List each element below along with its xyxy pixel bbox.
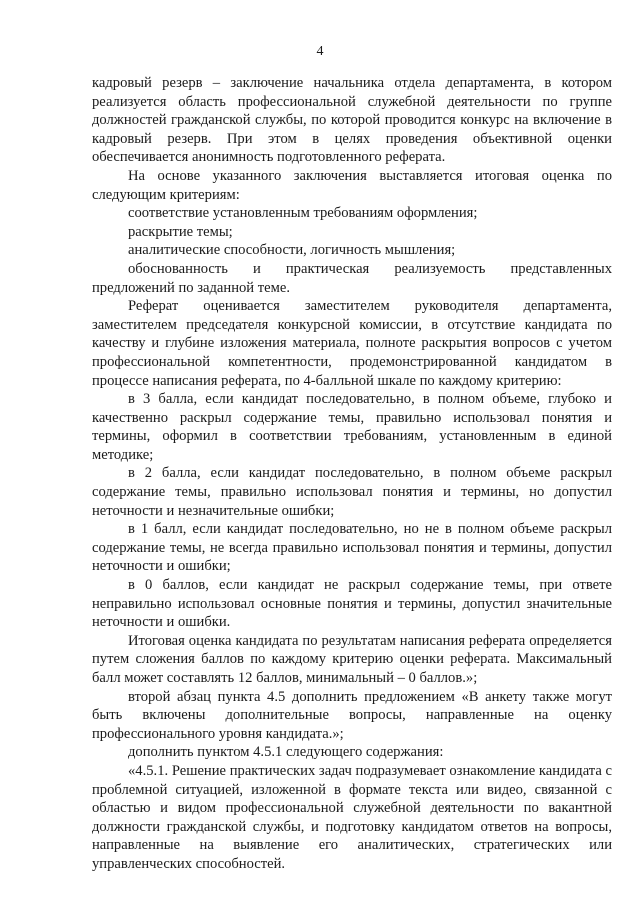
document-body [92, 74, 612, 874]
criteria-item: соответствие установленным требованиям оформления; [128, 205, 478, 222]
score-item: в 3 балла, если кандидат последовательно, в полном объеме, глубоко и качественно раскрыл содержание темы, правильно использовал понятия и термины, оформил в соответствии требованиям, установленным в единой методике; [92, 391, 612, 463]
paragraph: дополнить пунктом 4.5.1 следующего содержания: [128, 744, 444, 761]
criteria-item: обоснованность и практическая реализуемость представленных предложений по заданной теме. [92, 260, 612, 296]
paragraph: Реферат оценивается заместителем руководителя департамента, заместителем председателя конкурсной комиссии, в отсутствие кандидата по качеству и глубине изложения материала, полноте раскрытия вопросов с учетом профессиональной компетентности, продемонстрированной кандидатом в процессе написания реферата, по 4-балльной шкале по каждому критерию: [92, 298, 612, 389]
page-number: 4 [316, 44, 324, 59]
paragraph: Итоговая оценка кандидата по результатам написания реферата определяется путем сложения баллов по каждому критерию оценки реферата. Максимальный балл может составлять 12 баллов, минимальный – 0 баллов.»; [92, 632, 612, 686]
score-item: в 1 балл, если кандидат последовательно, но не в полном объеме раскрыл содержание темы, не всегда правильно использовал понятия и термины, допустил неточности и ошибки; [92, 521, 612, 575]
paragraph: На основе указанного заключения выставляется итоговая оценка по следующим критериям: [92, 167, 612, 203]
score-item: в 0 баллов, если кандидат не раскрыл содержание темы, при ответе неправильно использовал основные понятия и термины, допустил значительные неточности и ошибки. [92, 577, 612, 631]
score-item: в 2 балла, если кандидат последовательно, в полном объеме раскрыл содержание темы, правильно использовал понятия и термины, но допустил неточности и незначительные ошибки; [92, 465, 612, 519]
criteria-item: аналитические способности, логичность мышления; [128, 242, 456, 259]
criteria-item: раскрытие темы; [128, 223, 233, 240]
paragraph: «4.5.1. Решение практических задач подразумевает ознакомление кандидата с проблемной ситуацией, изложенной в формате текста или видео, связанной с областью и видом профессиональной служебной деятельности по вакантной должности гражданской службы, и подготовку кандидатом ответов на вопросы, направленные на выявление его аналитических, стратегических или управленческих способностей. [92, 762, 612, 872]
paragraph: кадровый резерв – заключение начальника отдела департамента, в котором реализуется область профессиональной служебной деятельности по группе должностей гражданской службы, по которой проводится конкурс на включение в кадровый резерв. При этом в целях проведения объективной оценки обеспечивается анонимность подготовленного реферата. [92, 75, 612, 166]
paragraph: второй абзац пункта 4.5 дополнить предложением «В анкету также могут быть включены дополнительные вопросы, направленные на оценку профессионального уровня кандидата.»; [92, 688, 612, 742]
